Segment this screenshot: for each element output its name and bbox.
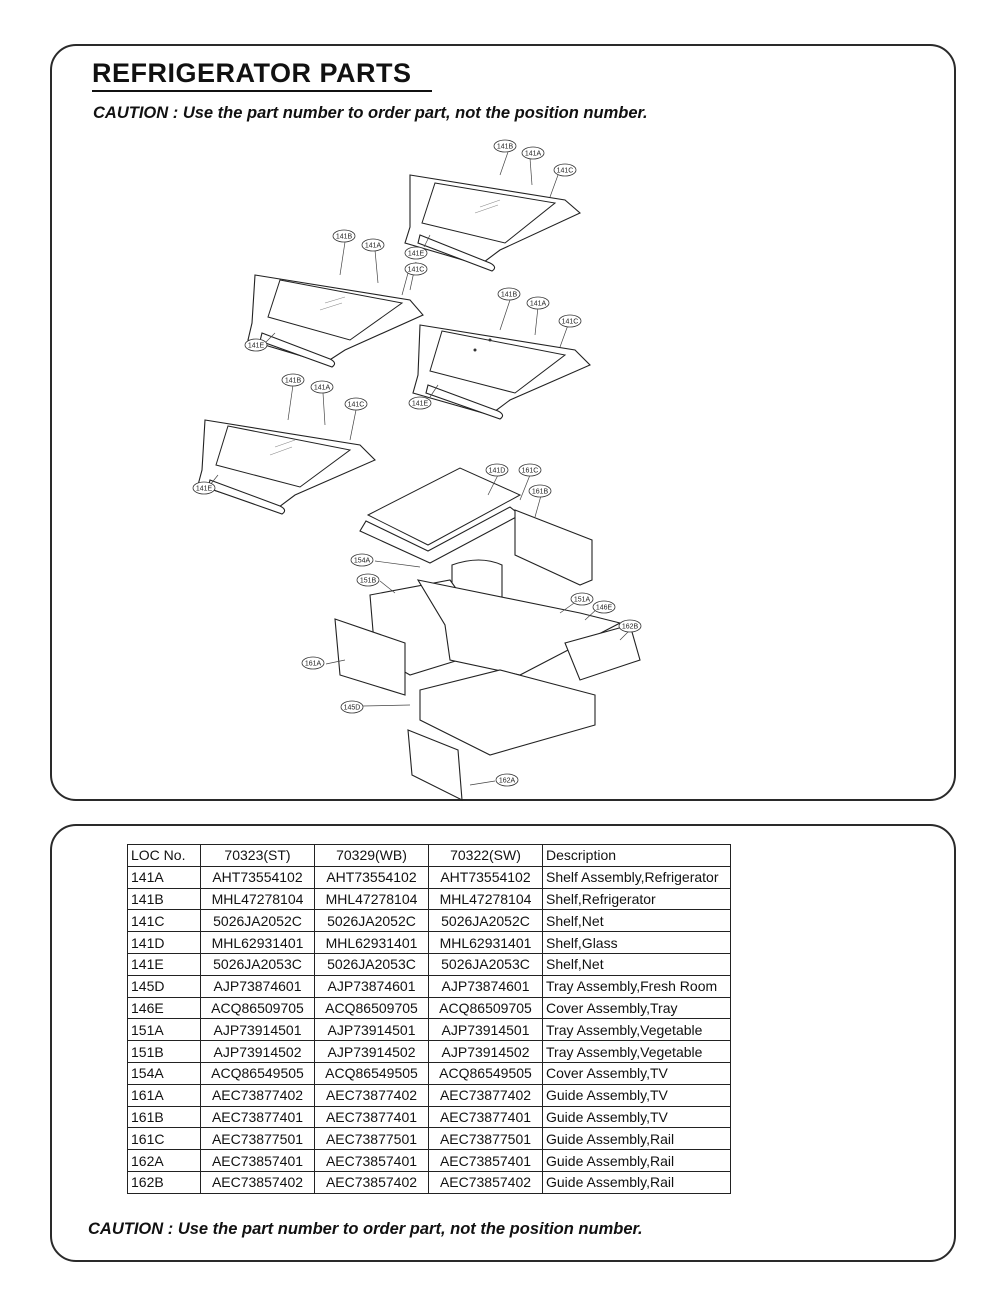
part-wb-cell: ACQ86549505	[315, 1062, 429, 1084]
exploded-parts-diagram	[180, 135, 660, 785]
svg-text:151B: 151B	[359, 577, 377, 585]
svg-text:141C: 141C	[407, 266, 425, 274]
header-loc-no: LOC No.	[128, 845, 201, 867]
part-sw-cell: AEC73857401	[429, 1150, 543, 1172]
part-wb-cell: AJP73914501	[315, 1019, 429, 1041]
part-wb-cell: MHL62931401	[315, 932, 429, 954]
description-cell: Guide Assembly,Rail	[543, 1171, 731, 1193]
description-cell: Tray Assembly,Vegetable	[543, 1041, 731, 1063]
svg-text:154A: 154A	[353, 557, 371, 565]
header-model-wb: 70329(WB)	[315, 845, 429, 867]
svg-text:141B: 141B	[335, 233, 353, 241]
callout-s4-141e	[193, 482, 215, 494]
callout-161b	[529, 485, 551, 497]
callout-s2-141b	[333, 230, 355, 242]
loc-no-cell: 145D	[128, 975, 201, 997]
svg-text:141B: 141B	[500, 291, 518, 299]
description-cell: Shelf,Refrigerator	[543, 888, 731, 910]
callout-162b	[619, 620, 641, 632]
part-sw-cell: AJP73914502	[429, 1041, 543, 1063]
description-cell: Guide Assembly,TV	[543, 1084, 731, 1106]
part-wb-cell: ACQ86509705	[315, 997, 429, 1019]
svg-text:146E: 146E	[595, 604, 613, 612]
loc-no-cell: 141C	[128, 910, 201, 932]
callout-s2-141c	[405, 263, 427, 275]
svg-text:141B: 141B	[496, 143, 514, 151]
loc-no-cell: 151A	[128, 1019, 201, 1041]
callout-s1-141b	[494, 140, 516, 152]
part-st-cell: ACQ86549505	[201, 1062, 315, 1084]
callout-161a	[302, 657, 324, 669]
table-header-row	[128, 845, 731, 867]
part-st-cell: ACQ86509705	[201, 997, 315, 1019]
part-sw-cell: ACQ86549505	[429, 1062, 543, 1084]
callout-145d	[341, 701, 363, 713]
part-st-cell: AEC73877402	[201, 1084, 315, 1106]
part-wb-cell: AEC73877401	[315, 1106, 429, 1128]
svg-text:145D: 145D	[343, 704, 361, 712]
part-sw-cell: MHL47278104	[429, 888, 543, 910]
loc-no-cell: 161A	[128, 1084, 201, 1106]
part-sw-cell: AEC73877401	[429, 1106, 543, 1128]
svg-text:151A: 151A	[573, 596, 591, 604]
callout-s4-141b	[282, 374, 304, 386]
part-sw-cell: 5026JA2052C	[429, 910, 543, 932]
loc-no-cell: 141B	[128, 888, 201, 910]
loc-no-cell: 154A	[128, 1062, 201, 1084]
header-description: Description	[543, 845, 731, 867]
callout-s3-141a	[527, 297, 549, 309]
callout-151b	[357, 574, 379, 586]
table-row	[128, 932, 731, 954]
table-row	[128, 1171, 731, 1193]
part-st-cell: 5026JA2053C	[201, 953, 315, 975]
part-wb-cell: AEC73877402	[315, 1084, 429, 1106]
part-st-cell: AEC73877401	[201, 1106, 315, 1128]
description-cell: Shelf,Net	[543, 910, 731, 932]
part-sw-cell: AHT73554102	[429, 866, 543, 888]
part-st-cell: AEC73857402	[201, 1171, 315, 1193]
callout-s2-141e	[245, 339, 267, 351]
parts-table	[127, 844, 731, 1194]
svg-text:141E: 141E	[411, 400, 429, 408]
loc-no-cell: 141A	[128, 866, 201, 888]
svg-text:141C: 141C	[347, 401, 365, 409]
svg-text:141A: 141A	[313, 384, 331, 392]
table-row	[128, 997, 731, 1019]
table-row	[128, 1150, 731, 1172]
table-row	[128, 910, 731, 932]
loc-no-cell: 162B	[128, 1171, 201, 1193]
svg-text:141D: 141D	[488, 467, 506, 475]
svg-text:141B: 141B	[284, 377, 302, 385]
loc-no-cell: 161C	[128, 1128, 201, 1150]
callout-146e	[593, 601, 615, 613]
table-row	[128, 866, 731, 888]
shelf-assembly-2	[248, 242, 423, 367]
description-cell: Shelf,Net	[543, 953, 731, 975]
svg-text:141C: 141C	[556, 167, 574, 175]
description-cell: Cover Assembly,Tray	[543, 997, 731, 1019]
callout-s3-141b	[498, 288, 520, 300]
callout-154a	[351, 554, 373, 566]
header-model-st: 70323(ST)	[201, 845, 315, 867]
callout-s3-141e	[409, 397, 431, 409]
callout-s1-141e	[405, 247, 427, 259]
callout-151a	[571, 593, 593, 605]
part-st-cell: AJP73914502	[201, 1041, 315, 1063]
callout-s4-141c	[345, 398, 367, 410]
callout-s1-141a	[522, 147, 544, 159]
part-st-cell: AJP73914501	[201, 1019, 315, 1041]
part-wb-cell: AEC73877501	[315, 1128, 429, 1150]
part-wb-cell: AJP73874601	[315, 975, 429, 997]
part-sw-cell: 5026JA2053C	[429, 953, 543, 975]
caution-note-top: CAUTION : Use the part number to order part, not the position number.	[93, 104, 648, 122]
description-cell: Shelf,Glass	[543, 932, 731, 954]
part-st-cell: MHL62931401	[201, 932, 315, 954]
part-sw-cell: AJP73914501	[429, 1019, 543, 1041]
loc-no-cell: 141E	[128, 953, 201, 975]
part-wb-cell: 5026JA2053C	[315, 953, 429, 975]
svg-text:141E: 141E	[247, 342, 265, 350]
caution-note-bottom: CAUTION : Use the part number to order part, not the position number.	[88, 1220, 643, 1238]
svg-text:141C: 141C	[561, 318, 579, 326]
description-cell: Shelf Assembly,Refrigerator	[543, 866, 731, 888]
part-sw-cell: AJP73874601	[429, 975, 543, 997]
table-row	[128, 888, 731, 910]
part-sw-cell: AEC73877402	[429, 1084, 543, 1106]
part-st-cell: AJP73874601	[201, 975, 315, 997]
svg-text:161C: 161C	[521, 467, 539, 475]
part-sw-cell: MHL62931401	[429, 932, 543, 954]
svg-text:161B: 161B	[531, 488, 549, 496]
svg-text:162B: 162B	[621, 623, 639, 631]
table-row	[128, 975, 731, 997]
part-sw-cell: AEC73877501	[429, 1128, 543, 1150]
svg-text:141A: 141A	[529, 300, 547, 308]
part-st-cell: MHL47278104	[201, 888, 315, 910]
page-title: REFRIGERATOR PARTS	[92, 58, 412, 88]
svg-text:141A: 141A	[364, 242, 382, 250]
description-cell: Tray Assembly,Vegetable	[543, 1019, 731, 1041]
loc-no-cell: 141D	[128, 932, 201, 954]
part-wb-cell: 5026JA2052C	[315, 910, 429, 932]
svg-text:161A: 161A	[304, 660, 322, 668]
part-sw-cell: AEC73857402	[429, 1171, 543, 1193]
part-wb-cell: AJP73914502	[315, 1041, 429, 1063]
description-cell: Guide Assembly,Rail	[543, 1150, 731, 1172]
loc-no-cell: 146E	[128, 997, 201, 1019]
svg-text:141E: 141E	[407, 250, 425, 258]
loc-no-cell: 161B	[128, 1106, 201, 1128]
svg-text:141A: 141A	[524, 150, 542, 158]
part-st-cell: AEC73877501	[201, 1128, 315, 1150]
callout-161c	[519, 464, 541, 476]
title-underline	[92, 90, 432, 92]
part-st-cell: AHT73554102	[201, 866, 315, 888]
callout-s1-141c	[554, 164, 576, 176]
description-cell: Guide Assembly,TV	[543, 1106, 731, 1128]
svg-text:141E: 141E	[195, 485, 213, 493]
callout-s3-141c	[559, 315, 581, 327]
part-st-cell: AEC73857401	[201, 1150, 315, 1172]
callout-141d	[486, 464, 508, 476]
table-row	[128, 1084, 731, 1106]
header-model-sw: 70322(SW)	[429, 845, 543, 867]
table-row	[128, 1041, 731, 1063]
table-row	[128, 1106, 731, 1128]
part-wb-cell: AHT73554102	[315, 866, 429, 888]
part-sw-cell: ACQ86509705	[429, 997, 543, 1019]
part-wb-cell: AEC73857402	[315, 1171, 429, 1193]
callout-s4-141a	[311, 381, 333, 393]
callout-s2-141a	[362, 239, 384, 251]
part-st-cell: 5026JA2052C	[201, 910, 315, 932]
table-row	[128, 1128, 731, 1150]
svg-text:162A: 162A	[498, 777, 516, 785]
description-cell: Tray Assembly,Fresh Room	[543, 975, 731, 997]
loc-no-cell: 151B	[128, 1041, 201, 1063]
description-cell: Cover Assembly,TV	[543, 1062, 731, 1084]
table-row	[128, 1062, 731, 1084]
table-row	[128, 953, 731, 975]
part-wb-cell: MHL47278104	[315, 888, 429, 910]
loc-no-cell: 162A	[128, 1150, 201, 1172]
part-wb-cell: AEC73857401	[315, 1150, 429, 1172]
callout-162a	[496, 774, 518, 786]
description-cell: Guide Assembly,Rail	[543, 1128, 731, 1150]
table-row	[128, 1019, 731, 1041]
